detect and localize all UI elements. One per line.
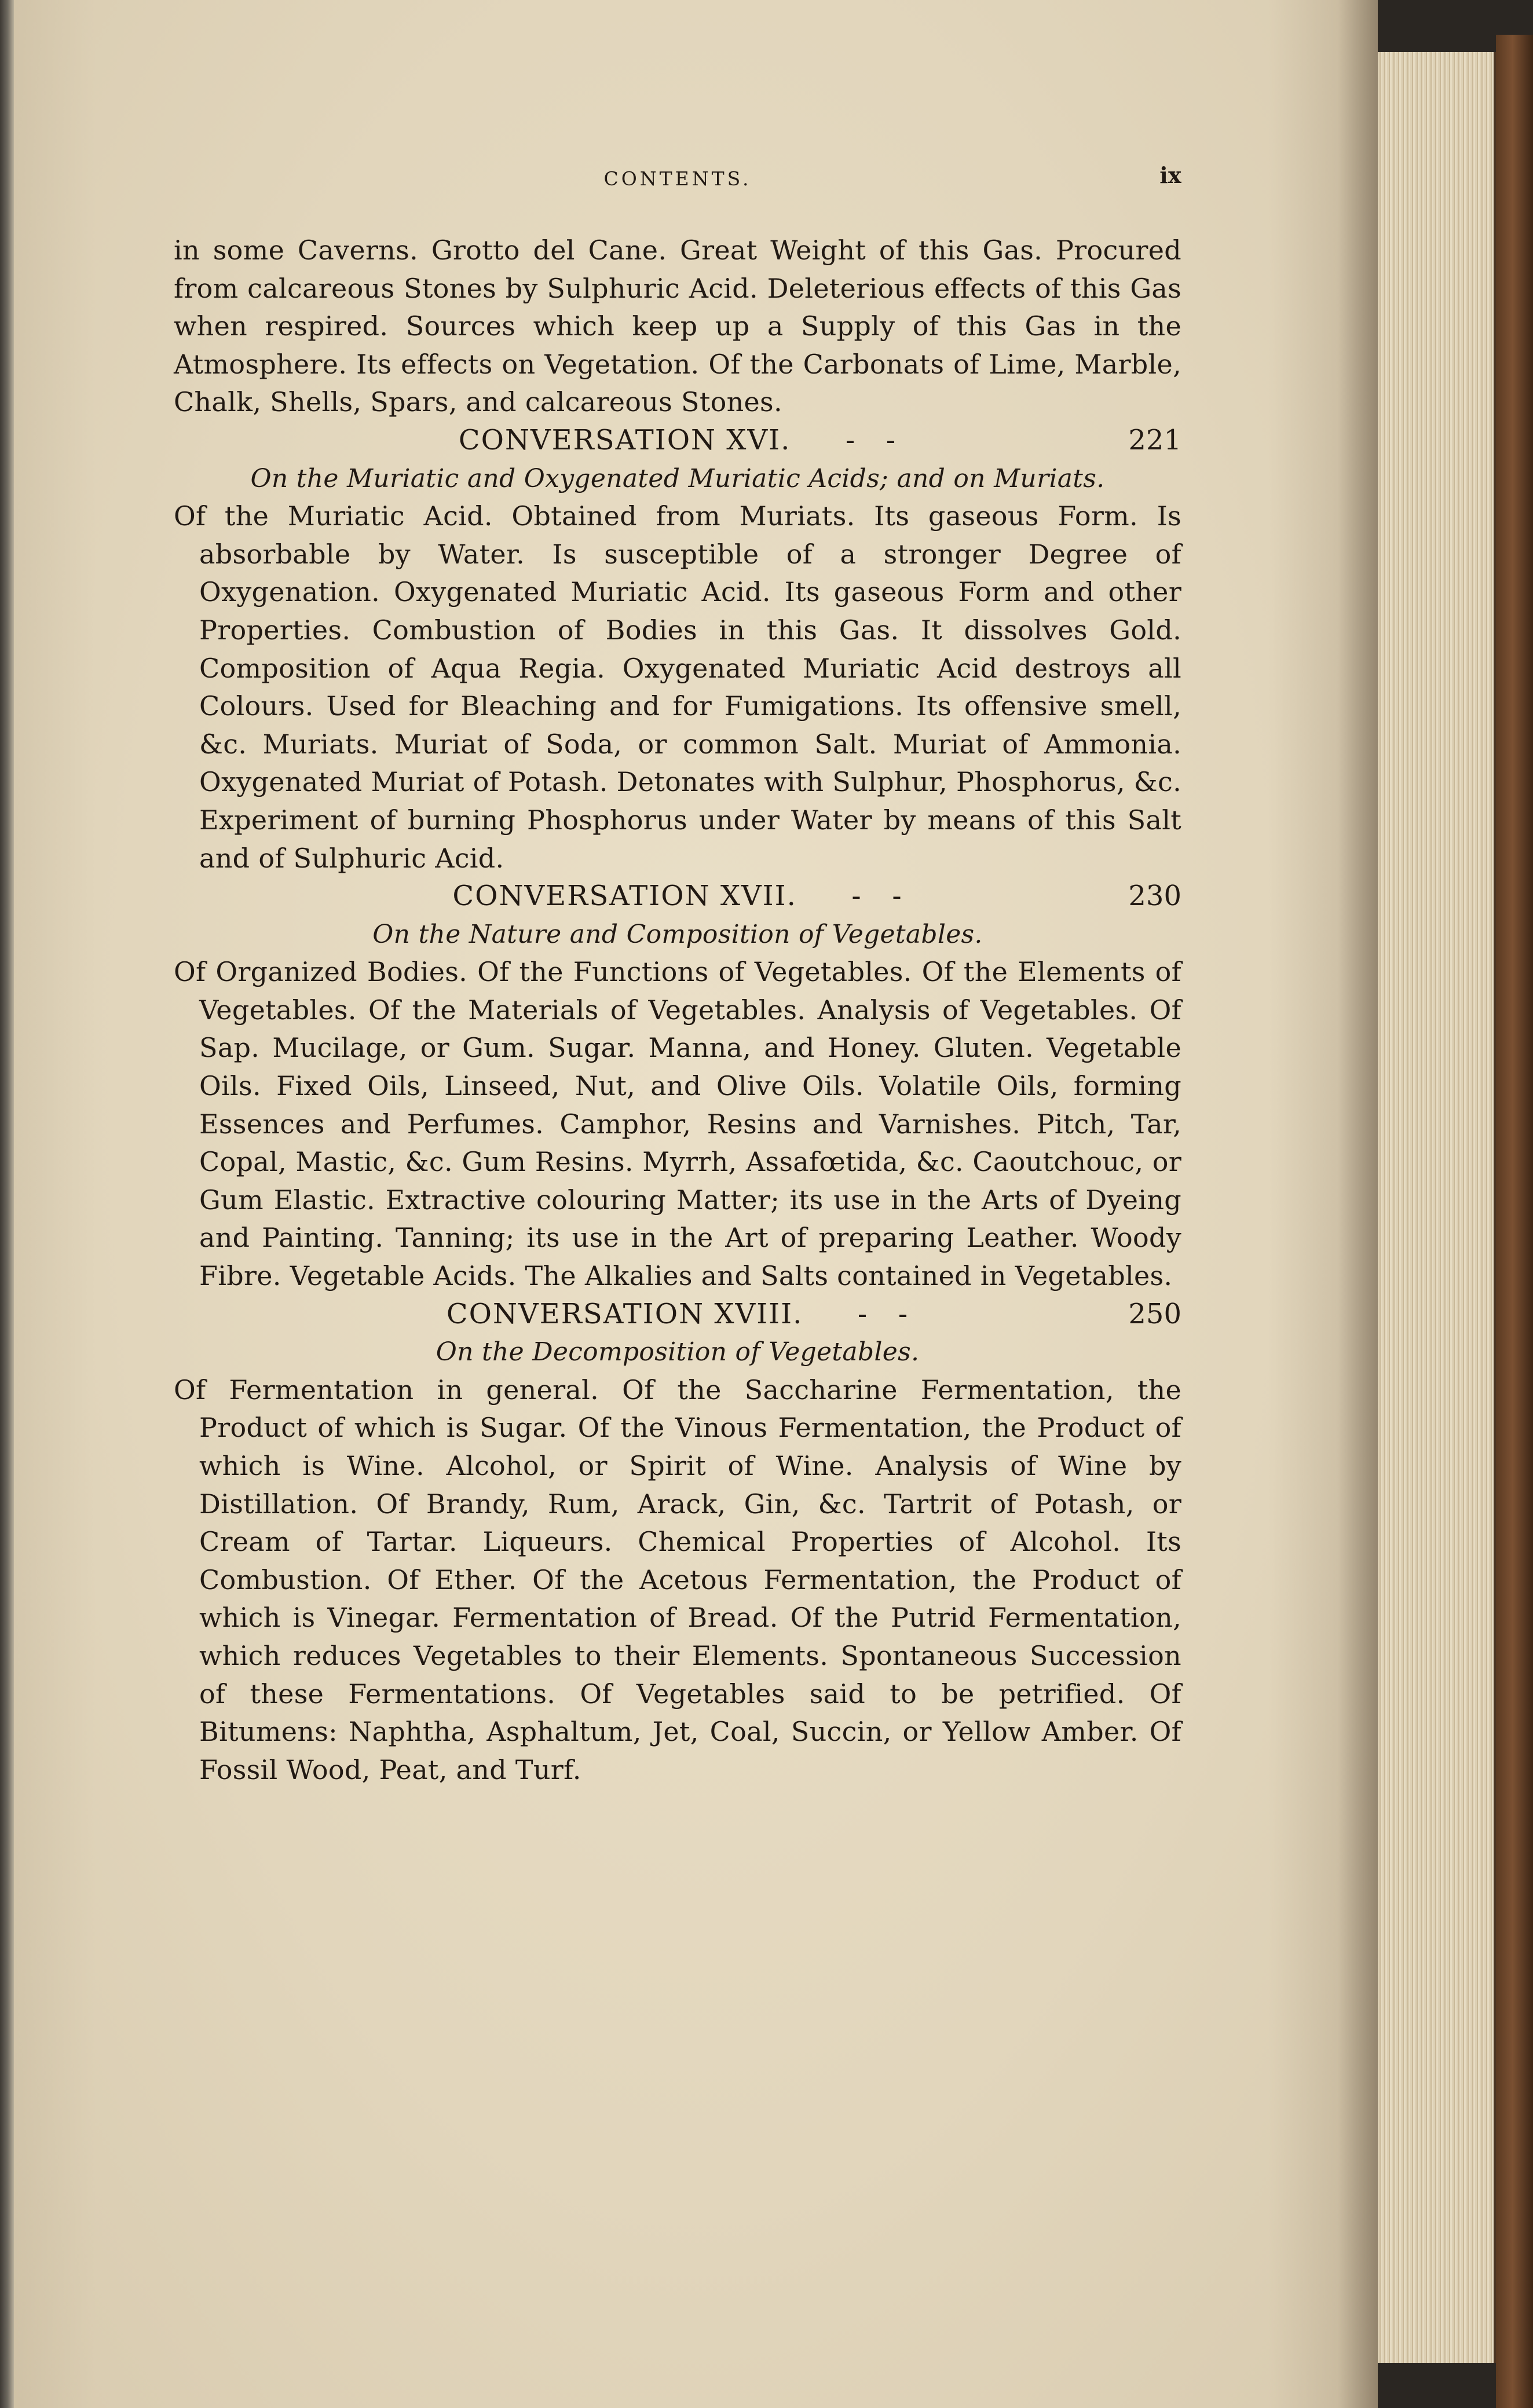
page-block-edges bbox=[1378, 52, 1496, 2363]
conversation-title: CONVERSATION XVI. bbox=[458, 423, 791, 456]
conversation-body: Of Organized Bodies. Of the Functions of Vegetables. Of the Elements of Vegetables. Of the Materials of Vegetables. Analysis of Vegetables. Of Sap. Mucilage, or Gum. Sugar. Manna, and Honey. Gluten. Vegetable Oils. Fixed Oils, Linseed, Nut, and Olive Oils. Volatile Oils, forming Essences and Perfumes. Camphor, Resins and Varnishes. Pitch, Tar, Copal, Mastic, &c. Gum Resins. Myrrh, Assafœtida, &c. Caoutchouc, or Gum Elastic. Extractive colouring Matter; its use in the Arts of Dyeing and Painting. Tanning; its use in the Art of preparing Leather. Woody Fibre. Vegetable Acids. The Alkalies and Salts contained in Vegetables. bbox=[174, 956, 1181, 1292]
section-conversation-16 bbox=[174, 422, 1181, 877]
conversation-subtitle: On the Muriatic and Oxygenated Muriatic Acids; and on Muriats. bbox=[250, 463, 1105, 493]
page-number: ix bbox=[1159, 162, 1181, 188]
section-conversation-17 bbox=[174, 877, 1181, 1296]
section-conversation-18 bbox=[174, 1296, 1181, 1789]
conversation-body: Of the Muriatic Acid. Obtained from Muriats. Its gaseous Form. Is absorbable by Water. Is susceptible of a stronger Degree of Oxygenation. Oxygenated Muriatic Acid. Its gaseous Form and other Properties. Combustion of Bodies in this Gas. It dissolves Gold. Composition of Aqua Regia. Oxygenated Muriatic Acid destroys all Colours. Used for Bleaching and for Fumigations. Its offensive smell, &c. Muriats. Muriat of Soda, or common Salt. Muriat of Ammonia. Oxygenated Muriat of Potash. Detonates with Sulphur, Phosphorus, &c. Experiment of burning Phosphorus under Water by means of this Salt and of Sulphuric Acid. bbox=[174, 500, 1181, 874]
conversation-heading bbox=[174, 422, 1181, 460]
conversation-page: 250 bbox=[1128, 1297, 1181, 1330]
conversation-title: CONVERSATION XVIII. bbox=[446, 1297, 803, 1330]
conversation-dashes: - - bbox=[851, 880, 903, 913]
conversation-dashes: - - bbox=[845, 423, 897, 456]
conversation-dashes: - - bbox=[857, 1297, 909, 1330]
conversation-page: 221 bbox=[1128, 423, 1181, 456]
conversation-body: Of Fermentation in general. Of the Saccharine Fermentation, the Product of which is Sugar. Of the Vinous Fermentation, the Product of which is Wine. Alcohol, or Spirit of Wine. Analysis of Wine by Distillation. Of Brandy, Rum, Arack, Gin, &c. Tartrit of Potash, or Cream of Tartar. Liqueurs. Chemical Properties of Alcohol. Its Combustion. Of Ether. Of the Acetous Fermentation, the Product of which is Vinegar. Fermentation of Bread. Of the Putrid Fermentation, which reduces Vegetables to their Elements. Spontaneous Succession of these Fermentations. Of Vegetables said to be petrified. Of Bitumens: Naphtha, Asphaltum, Jet, Coal, Succin, or Yellow Amber. Of Fossil Wood, Peat, and Turf. bbox=[174, 1374, 1181, 1785]
conversation-subtitle: On the Decomposition of Vegetables. bbox=[436, 1337, 920, 1367]
intro-paragraph: in some Caverns. Grotto del Cane. Great Weight of this Gas. Procured from calcareous Stones by Sulphuric Acid. Deleterious effects of this Gas when respired. Sources which keep up a Supply of this Gas in the Atmosphere. Its effects on Vegetation. Of the Carbonats of Lime, Marble, Chalk, Shells, Spars, and calcareous Stones. bbox=[174, 235, 1181, 418]
contents-text bbox=[174, 104, 1181, 1789]
conversation-subtitle: On the Nature and Composition of Vegetables. bbox=[372, 919, 983, 949]
running-title: CONTENTS. bbox=[603, 167, 752, 190]
conversation-title: CONVERSATION XVII. bbox=[452, 880, 797, 913]
book-cover-edge bbox=[1496, 35, 1533, 2408]
conversation-page: 230 bbox=[1128, 880, 1181, 913]
conversation-heading bbox=[174, 877, 1181, 916]
facing-page-edge bbox=[0, 0, 14, 2408]
conversation-heading bbox=[174, 1296, 1181, 1334]
gutter-shadow bbox=[1338, 0, 1378, 2408]
running-head bbox=[174, 160, 1181, 192]
